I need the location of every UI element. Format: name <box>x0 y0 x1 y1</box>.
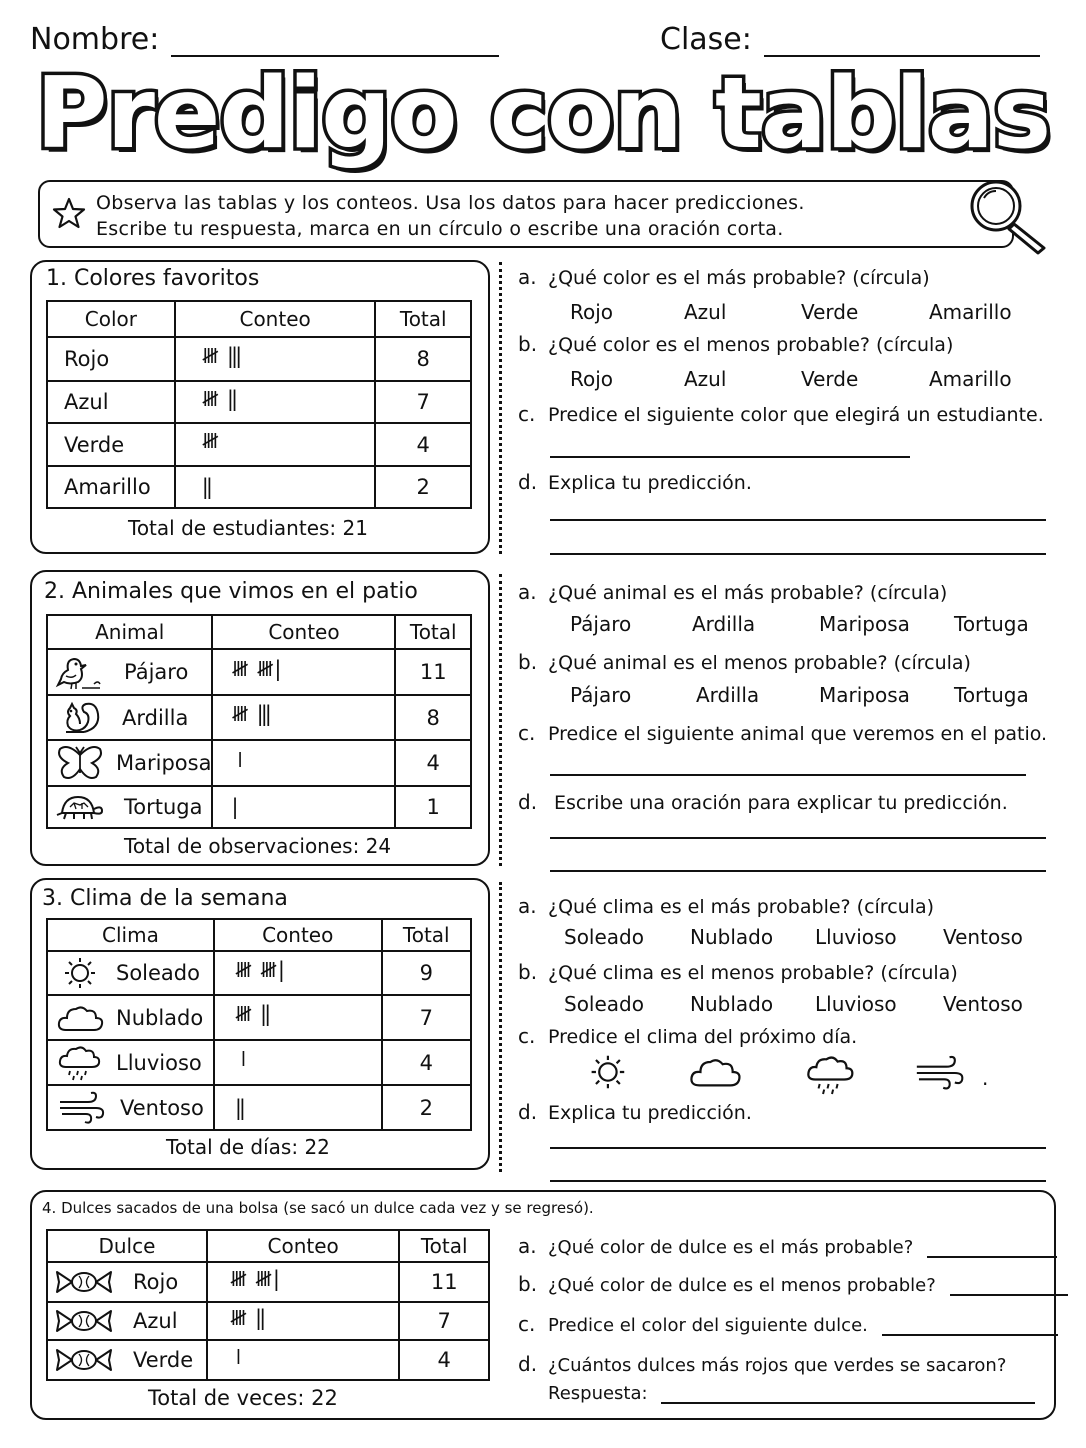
answer-option[interactable]: Nublado <box>690 992 774 1016</box>
answer-option[interactable]: Ventoso <box>943 925 1023 949</box>
tally-marks: 𝍷 <box>207 1340 400 1380</box>
tally-marks: 𝍸 ||| <box>175 337 376 381</box>
question-text: ¿Qué color de dulce es el más probable? <box>548 1237 914 1258</box>
answer-option[interactable]: Tortuga <box>954 612 1029 636</box>
column-header: Conteo <box>214 919 382 951</box>
magnifying-glass-icon <box>962 176 1058 256</box>
cloud-icon[interactable] <box>686 1052 746 1092</box>
row-label: Mariposa <box>116 751 212 775</box>
wind-icon <box>56 1090 106 1126</box>
answer-option[interactable]: Mariposa <box>819 683 910 707</box>
question-letter: c. <box>518 1312 536 1336</box>
row-total: 4 <box>395 740 471 786</box>
row-total: 9 <box>382 951 471 995</box>
question-letter: c. <box>518 721 536 745</box>
question-letter: a. <box>518 894 537 918</box>
answer-line[interactable] <box>882 1318 1058 1336</box>
answer-options-2a <box>570 612 1029 636</box>
tally-marks: 𝍸 𝍸 | <box>207 1262 400 1302</box>
answer-option[interactable]: Amarillo <box>929 367 1012 391</box>
answer-option[interactable]: Ventoso <box>943 992 1023 1016</box>
question-4b <box>518 1272 1068 1296</box>
row-label: Verde <box>133 1348 194 1372</box>
question-text: ¿Qué animal es el menos probable? (círcula) <box>548 652 971 674</box>
question-letter: c. <box>518 402 536 426</box>
instructions-box <box>38 180 1014 248</box>
column-header: Total <box>375 301 471 337</box>
table-row <box>47 995 471 1040</box>
row-total: 4 <box>382 1040 471 1085</box>
section-3-total: Total de días: 22 <box>166 1135 330 1159</box>
star-icon <box>52 196 86 230</box>
table-row <box>47 466 471 508</box>
table-row <box>47 423 471 466</box>
question-letter: b. <box>518 650 538 674</box>
candy-icon <box>53 1345 115 1375</box>
column-header: Animal <box>47 615 212 649</box>
question-3c <box>518 1024 857 1048</box>
question-text: ¿Qué clima es el más probable? (círcula) <box>548 896 935 918</box>
section-1-table <box>46 300 472 509</box>
question-text: ¿Qué color es el menos probable? (círcula) <box>548 334 954 356</box>
class-label: Clase: <box>660 22 752 57</box>
answer-line[interactable] <box>661 1386 1035 1404</box>
squirrel-icon <box>54 698 106 738</box>
instructions-line-2: Escribe tu respuesta, marca en un círculo o escribe una oración corta. <box>96 218 784 240</box>
question-2b <box>518 650 971 674</box>
answer-line[interactable] <box>550 553 1046 555</box>
question-1b <box>518 332 953 356</box>
question-text: ¿Qué color de dulce es el menos probable? <box>548 1275 936 1296</box>
question-letter: b. <box>518 960 538 984</box>
question-1a <box>518 265 930 289</box>
question-text: Predice el siguiente animal que veremos en el patio. <box>548 723 1048 745</box>
question-text: Predice el siguiente color que elegirá un estudiante. <box>548 404 1044 426</box>
row-label: Soleado <box>116 961 200 985</box>
question-3d <box>518 1100 752 1124</box>
row-label: Pájaro <box>124 660 189 684</box>
row-label: Verde <box>47 423 175 466</box>
row-total: 11 <box>395 649 471 695</box>
table-row <box>47 740 471 786</box>
answer-options-3a <box>564 925 1023 949</box>
column-header: Clima <box>47 919 214 951</box>
column-header: Total <box>382 919 471 951</box>
answer-options-3b <box>564 992 1023 1016</box>
column-header: Dulce <box>47 1230 207 1262</box>
candy-icon <box>53 1306 115 1336</box>
section-2-table <box>46 614 472 829</box>
row-label: Ardilla <box>122 705 189 730</box>
row-total: 11 <box>399 1262 489 1302</box>
question-text: ¿Cuántos dulces más rojos que verdes se sacaron? <box>548 1355 1007 1376</box>
row-label: Azul <box>47 381 175 423</box>
row-total: 2 <box>382 1085 471 1130</box>
table-row <box>47 1040 471 1085</box>
answer-option[interactable]: Lluvioso <box>815 925 897 949</box>
question-letter: a. <box>518 265 537 289</box>
question-text: Predice el clima del próximo día. <box>548 1026 858 1048</box>
question-2c <box>518 721 1047 745</box>
tally-marks: 𝍷 <box>212 740 395 786</box>
candy-icon <box>53 1267 115 1297</box>
column-header: Total <box>395 615 471 649</box>
row-total: 8 <box>395 695 471 740</box>
answer-line[interactable] <box>927 1240 1057 1258</box>
tally-marks: 𝍸 || <box>175 381 376 423</box>
question-text: Escribe una oración para explicar tu predicción. <box>554 792 1008 814</box>
question-letter: a. <box>518 1234 537 1258</box>
answer-option[interactable]: Nublado <box>690 925 774 949</box>
answer-options-1b <box>570 367 1012 391</box>
answer-field-4d <box>548 1383 1035 1404</box>
name-field <box>30 22 499 57</box>
question-1c <box>518 402 1044 426</box>
answer-option[interactable]: Tortuga <box>954 683 1029 707</box>
question-text: ¿Qué clima es el menos probable? (círcula) <box>548 962 958 984</box>
tally-marks: 𝍸 ||| <box>212 695 395 740</box>
row-label: Nublado <box>116 1005 204 1030</box>
column-header: Conteo <box>175 301 376 337</box>
question-text: Predice el color del siguiente dulce. <box>548 1315 868 1336</box>
table-row <box>47 1302 489 1340</box>
question-2d <box>518 790 1008 814</box>
dotted-divider <box>499 574 502 866</box>
question-text: Explica tu predicción. <box>548 472 752 494</box>
answer-option[interactable]: Ardilla <box>692 612 756 636</box>
question-text: Explica tu predicción. <box>548 1102 752 1124</box>
answer-option[interactable]: Amarillo <box>929 300 1012 324</box>
question-1d <box>518 470 752 494</box>
tally-marks: 𝍷 <box>214 1040 382 1085</box>
section-4-title: 4. Dulces sacados de una bolsa (se sacó un dulce cada vez y se regresó). <box>42 1199 594 1217</box>
answer-option[interactable]: Soleado <box>564 925 644 949</box>
row-total: 2 <box>375 466 471 508</box>
question-4a <box>518 1234 1057 1258</box>
section-4-total: Total de veces: 22 <box>148 1386 338 1410</box>
column-header: Conteo <box>212 615 395 649</box>
row-total: 1 <box>395 786 471 828</box>
answer-line[interactable] <box>550 519 1046 521</box>
tally-marks: 𝍸 𝍸 | <box>212 649 395 695</box>
answer-label: Respuesta: <box>548 1383 648 1404</box>
rain-cloud-icon <box>56 1043 106 1083</box>
table-row <box>47 1085 471 1130</box>
answer-option[interactable]: Pájaro <box>570 612 632 636</box>
answer-line[interactable] <box>550 1180 1046 1182</box>
question-letter: b. <box>518 1272 538 1296</box>
column-header: Conteo <box>207 1230 400 1262</box>
cloud-icon <box>56 1000 106 1036</box>
question-letter: d. <box>518 1352 538 1376</box>
row-label: Ventoso <box>120 1095 204 1120</box>
answer-option[interactable]: Pájaro <box>570 683 632 707</box>
tally-marks: || <box>214 1085 382 1130</box>
answer-option[interactable]: Ardilla <box>696 683 760 707</box>
table-row <box>47 695 471 740</box>
bird-icon <box>54 652 106 692</box>
row-total: 7 <box>382 995 471 1040</box>
answer-option[interactable]: Lluvioso <box>815 992 897 1016</box>
row-label: Rojo <box>47 337 175 381</box>
row-label: Tortuga <box>124 795 203 819</box>
row-total: 7 <box>375 381 471 423</box>
sun-icon[interactable] <box>584 1052 634 1092</box>
answer-line[interactable] <box>550 870 1046 872</box>
section-4-table <box>46 1229 490 1381</box>
answer-line[interactable] <box>550 837 1046 839</box>
question-text: ¿Qué color es el más probable? (círcula) <box>548 267 930 289</box>
question-3b <box>518 960 958 984</box>
tally-marks: 𝍸 || <box>207 1302 400 1340</box>
question-3a <box>518 894 934 918</box>
section-1-title: 1. Colores favoritos <box>46 266 260 291</box>
answer-line[interactable] <box>950 1278 1068 1296</box>
question-letter: d. <box>518 1100 538 1124</box>
row-label: Azul <box>133 1309 178 1333</box>
class-field <box>660 22 1040 57</box>
row-total: 8 <box>375 337 471 381</box>
answer-option[interactable]: Azul <box>684 300 727 324</box>
section-2-total: Total de observaciones: 24 <box>124 834 392 858</box>
answer-option[interactable]: Rojo <box>570 367 614 391</box>
turtle-icon <box>54 789 106 825</box>
row-total: 4 <box>375 423 471 466</box>
tally-marks: 𝍸 || <box>214 995 382 1040</box>
tally-marks: | <box>212 786 395 828</box>
question-letter: a. <box>518 580 537 604</box>
dotted-divider <box>499 882 502 1172</box>
answer-line[interactable] <box>550 774 1026 776</box>
row-total: 4 <box>399 1340 489 1380</box>
question-text: ¿Qué animal es el más probable? (círcula) <box>548 582 948 604</box>
answer-option[interactable]: Soleado <box>564 992 644 1016</box>
tally-marks: 𝍸 𝍸 | <box>214 951 382 995</box>
tally-marks: || <box>175 466 376 508</box>
table-row <box>47 649 471 695</box>
question-letter: b. <box>518 332 538 356</box>
dotted-divider <box>499 262 502 554</box>
name-input-line[interactable] <box>171 27 499 57</box>
question-2a <box>518 580 947 604</box>
butterfly-icon <box>54 743 106 783</box>
name-label: Nombre: <box>30 22 160 57</box>
answer-options-1a <box>570 300 1012 324</box>
answer-options-2b <box>570 683 1029 707</box>
question-letter: d. <box>518 790 538 814</box>
answer-option[interactable]: Rojo <box>570 300 614 324</box>
answer-option[interactable]: Verde <box>801 300 859 324</box>
table-row <box>47 1262 489 1302</box>
row-label: Amarillo <box>47 466 175 508</box>
column-header: Color <box>47 301 175 337</box>
table-row <box>47 786 471 828</box>
question-letter: d. <box>518 470 538 494</box>
section-1-total: Total de estudiantes: 21 <box>128 516 368 540</box>
page-title: Predigo con tablas <box>35 57 1051 171</box>
answer-line[interactable] <box>550 1147 1046 1149</box>
table-row <box>47 951 471 995</box>
question-letter: c. <box>518 1024 536 1048</box>
class-input-line[interactable] <box>764 27 1040 57</box>
answer-option[interactable]: Mariposa <box>819 612 910 636</box>
sun-icon <box>58 955 104 991</box>
trailing-period: . <box>982 1066 989 1090</box>
wind-icon[interactable] <box>910 1054 968 1092</box>
table-row <box>47 381 471 423</box>
column-header: Total <box>399 1230 489 1262</box>
row-label: Lluvioso <box>116 1050 202 1075</box>
table-row <box>47 1340 489 1380</box>
question-4c <box>518 1312 1058 1336</box>
section-3-table <box>46 918 472 1131</box>
answer-line[interactable] <box>550 456 910 458</box>
table-row <box>47 337 471 381</box>
instructions-line-1: Observa las tablas y los conteos. Usa los datos para hacer predicciones. <box>96 192 805 214</box>
section-3-title: 3. Clima de la semana <box>42 886 288 911</box>
tally-marks: 𝍸 <box>175 423 376 466</box>
answer-option[interactable]: Verde <box>801 367 859 391</box>
question-4d <box>518 1352 1006 1376</box>
rain-cloud-icon[interactable] <box>804 1052 860 1098</box>
row-label: Rojo <box>133 1270 179 1294</box>
answer-option[interactable]: Azul <box>684 367 727 391</box>
row-total: 7 <box>399 1302 489 1340</box>
section-2-title: 2. Animales que vimos en el patio <box>44 579 418 604</box>
